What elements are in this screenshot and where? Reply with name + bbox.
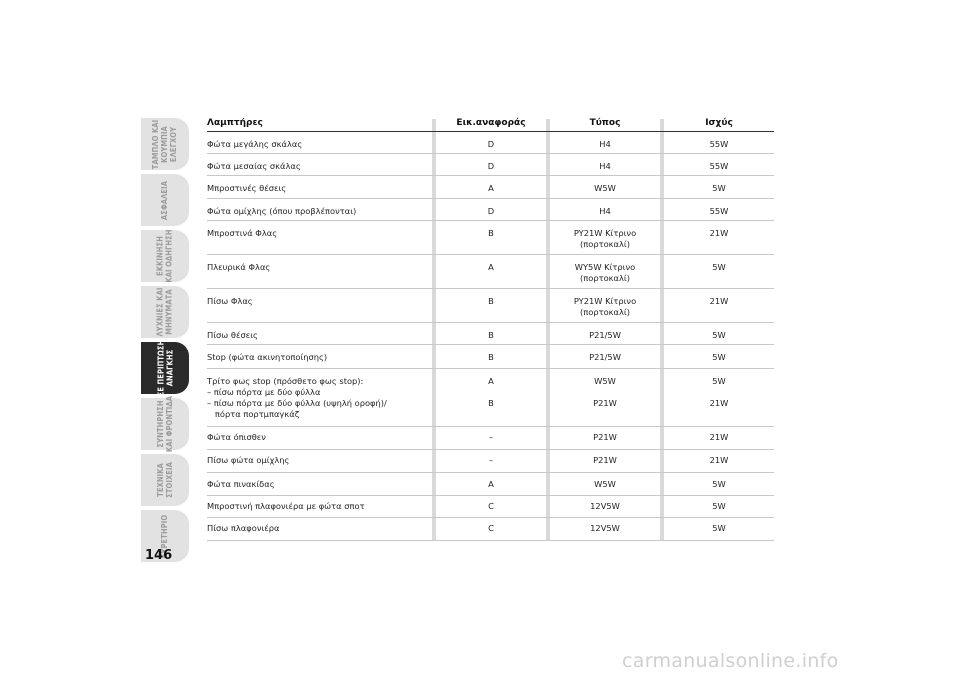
cell-lamp: Φώτα ομίχλης (όπου προβλέπονται) [207,206,357,216]
cell-type: 12V5W [590,523,620,533]
cell-lamp: Τρίτο φως stop (πρόσθετο φως stop): – πίσω πόρτα με δύο φύλλα – πίσω πόρτα με δύο φύλλα (υψηλή οροφή)/ πόρτα πορτμπαγκάζ [207,376,387,419]
cell-type: P21/5W [589,352,621,362]
cell-lamp: Φώτα πινακίδας [207,479,275,489]
cell-power: 5W [712,523,726,533]
tab-maintenance[interactable] [141,395,189,453]
row-separator [207,198,774,199]
watermark: carmanualsonline.info [622,650,839,672]
cell-type: H4 [599,206,611,216]
cell-power: 21W [709,228,729,238]
cell-ref: B [488,352,494,362]
row-separator [207,322,774,323]
row-separator [207,220,774,221]
cell-power: 5W [712,330,726,340]
cell-lamp: Πίσω θέσεις [207,330,258,340]
cell-power: 5W [712,183,726,193]
tab-label: ΣΕ ΠΕΡΙΠΤΩΣΗ ΑΝΑΓΚΗΣ [156,339,175,397]
cell-power: 55W [709,161,729,171]
cell-lamp: Φώτα μεγάλης σκάλας [207,139,303,149]
tab-label: ΕΥΡΕΤΗΡΙΟ [160,514,170,558]
cell-lamp: Μπροστινή πλαφονιέρα με φώτα σποτ [207,501,365,511]
cell-type: P21/5W [589,330,621,340]
cell-power: 21W [709,432,729,442]
cell-ref: D [487,206,495,216]
cell-power: 55W [709,206,729,216]
cell-power: 21W [709,455,729,465]
row-separator [207,254,774,255]
cell-type: W5W P21W [593,376,617,408]
row-separator [207,540,774,541]
cell-type: W5W [594,183,616,193]
cell-ref: C [488,501,494,511]
tab-emergency[interactable] [141,339,189,397]
cell-type: P21W [593,455,617,465]
cell-type: W5W [594,479,616,489]
tab-dashboard[interactable] [141,118,189,170]
tab-label: ΤΕΧΝΙΚΑ ΣΤΟΙΧΕΙΑ [156,462,174,498]
cell-lamp: Φώτα μεσαίας σκάλας [207,161,301,171]
cell-type: 12V5W [590,501,620,511]
header-type: Τύπος [589,118,621,128]
header-power: Ισχύς [705,118,733,128]
tab-label: ΑΣΦΑΛΕΙΑ [160,180,170,220]
tab-label: ΛΥΧΝΙΕΣ ΚΑΙ ΜΗΝΥΜΑΤΑ [156,287,175,337]
cell-ref: A [488,183,494,193]
row-separator [207,495,774,496]
cell-type: PY21W Κίτρινο (πορτοκαλί) [573,296,637,317]
cell-ref: A [488,479,494,489]
cell-power: 21W [709,296,729,306]
row-separator [207,153,774,154]
cell-power: 5W 21W [709,376,729,408]
row-separator [207,344,774,345]
tab-safety[interactable] [141,174,189,226]
cell-ref: – [488,455,494,465]
cell-ref: A [488,262,494,272]
header-lamps: Λαμπτήρες [207,118,263,128]
cell-ref: D [487,161,495,171]
cell-type: WY5W Κίτρινο (πορτοκαλί) [574,262,636,283]
cell-type: P21W [593,432,617,442]
page-number: 146 [145,548,173,563]
cell-ref: B [488,228,494,238]
tab-technical[interactable] [141,454,189,506]
cell-ref: C [488,523,494,533]
cell-power: 5W [712,262,726,272]
row-separator [207,288,774,289]
cell-lamp: Πλευρικά Φλας [207,262,271,272]
header-rule [207,131,774,132]
tab-label: ΣΥΝΤΗΡΗΣΗ ΚΑΙ ΦΡΟΝΤΙΔΑ [156,395,174,453]
row-separator [207,426,774,427]
cell-ref: A B [488,376,494,408]
cell-lamp: Μπροστινές θέσεις [207,183,287,193]
row-separator [207,449,774,450]
cell-type: PY21W Κίτρινο (πορτοκαλί) [573,228,637,249]
cell-lamp: Μπροστινά Φλας [207,228,278,238]
row-separator [207,517,774,518]
cell-power: 5W [712,479,726,489]
cell-ref: D [487,139,495,149]
cell-lamp: Stop (φώτα ακινητοποίησης) [207,352,328,362]
tab-warnings[interactable] [141,286,189,338]
tab-starting[interactable] [141,230,189,282]
cell-ref: B [488,330,494,340]
cell-power: 5W [712,501,726,511]
tab-label: ΕΚΚΙΝΗΣΗ ΚΑΙ ΟΔΗΓΗΣΗ [156,229,174,283]
row-separator [207,472,774,473]
cell-lamp: Πίσω Φλας [207,296,253,306]
cell-power: 5W [712,352,726,362]
cell-ref: – [488,432,494,442]
cell-type: H4 [599,139,611,149]
tab-label: ΤΑΜΠΛΟ ΚΑΙ ΚΟΥΜΠΙΑ ΕΛΕΓΧΟΥ [151,119,179,169]
row-separator [207,368,774,369]
cell-lamp: Πίσω πλαφονιέρα [207,523,280,533]
cell-lamp: Φώτα όπισθεν [207,432,266,442]
cell-ref: B [488,296,494,306]
cell-type: H4 [599,161,611,171]
header-ref: Εικ.αναφοράς [456,118,526,128]
cell-power: 55W [709,139,729,149]
row-separator [207,175,774,176]
cell-lamp: Πίσω φώτα ομίχλης [207,455,290,465]
